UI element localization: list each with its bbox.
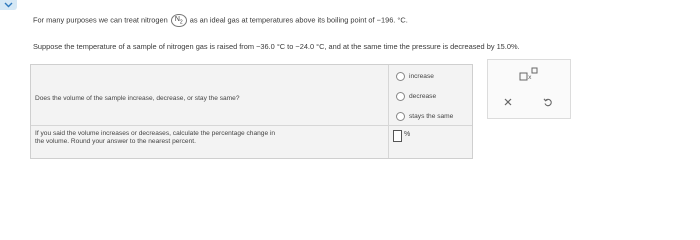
option-increase-label: increase [409, 73, 434, 80]
problem-statement: Suppose the temperature of a sample of nitrogen gas is raised from −36.0 °C to −24.0 °C, and at the same time the pressure is decreased by 15.0%. [33, 42, 520, 51]
option-decrease-label: decrease [409, 93, 437, 100]
direction-question: Does the volume of the sample increase, decrease, or stay the same? [35, 95, 240, 102]
radio-increase[interactable] [396, 72, 405, 81]
collapse-toggle[interactable] [0, 0, 17, 10]
column-divider [388, 65, 389, 158]
intro-text-after: as an ideal gas at temperatures above its boiling point of −196. °C. [189, 15, 408, 25]
option-stays-same[interactable] [396, 112, 453, 121]
answer-tools-panel [487, 59, 571, 119]
question-table [30, 64, 473, 159]
option-increase[interactable] [396, 72, 434, 81]
clear-button[interactable] [500, 94, 516, 110]
chevron-down-icon [4, 2, 13, 8]
percentage-question-line1: If you said the volume increases or decreases, calculate the percentage change in [35, 130, 276, 137]
intro-text-before: For many purposes we can treat nitrogen [33, 15, 168, 25]
radio-decrease[interactable] [396, 92, 405, 101]
percentage-question-line2: the volume. Round your answer to the nearest percent. [35, 138, 196, 145]
nitrogen-formula [171, 14, 187, 27]
formula-symbol: N [174, 16, 180, 23]
problem-intro [33, 14, 408, 27]
undo-icon [543, 97, 553, 107]
undo-button[interactable] [540, 94, 556, 110]
option-decrease[interactable] [396, 92, 436, 101]
radio-stays-same[interactable] [396, 112, 405, 121]
formula-subscript: 2 [179, 19, 183, 26]
svg-text:x: x [528, 74, 532, 81]
percentage-answer-input[interactable] [393, 130, 402, 142]
superscript-button[interactable] [516, 66, 542, 82]
close-icon [504, 98, 512, 106]
percentage-question [35, 130, 275, 146]
superscript-template-icon [518, 67, 540, 81]
option-stays-same-label: stays the same [409, 113, 454, 120]
percent-unit: % [404, 131, 411, 138]
